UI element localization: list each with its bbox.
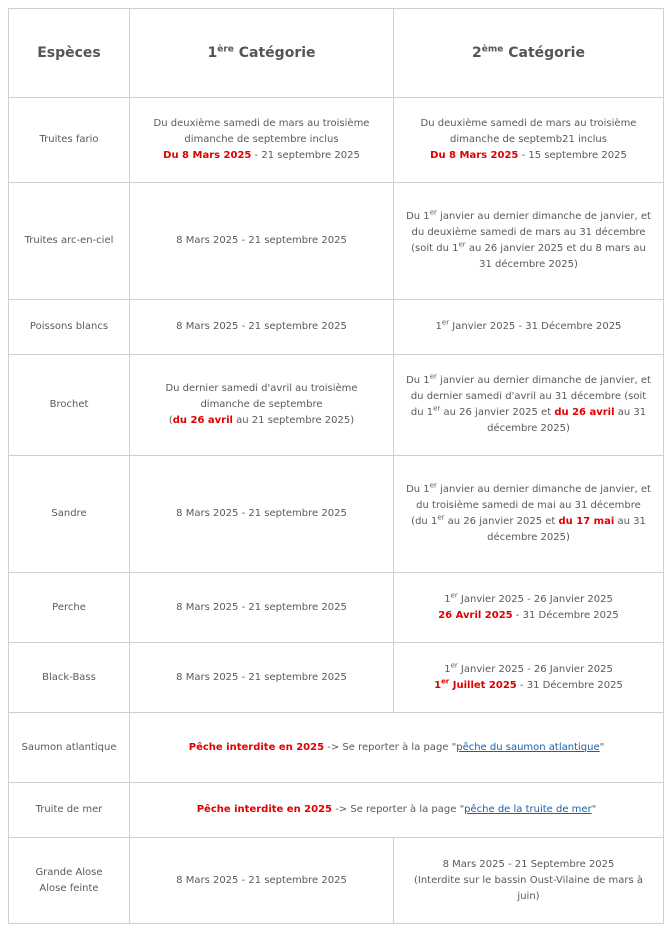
table-row	[9, 643, 664, 713]
period-text: (Interdite sur le bassin Oust-Vilaine de mars à juin)	[413, 874, 643, 902]
period-date-highlight-num: 1	[434, 679, 442, 691]
category-1-cell: 8 Mars 2025 - 21 septembre 2025	[130, 456, 394, 573]
period-text: 1	[444, 593, 451, 605]
category-2-cell	[394, 643, 664, 713]
table-row	[9, 456, 664, 573]
table-row	[9, 355, 664, 456]
period-text: Du deuxième samedi de mars au troisième dimanche de septembre inclus	[153, 118, 370, 145]
period-sup: er	[429, 372, 437, 381]
species-cell: Brochet	[9, 355, 130, 456]
ban-text: -> Se reporter à la page "	[324, 741, 457, 753]
table-row	[9, 300, 664, 355]
period-sup: er	[450, 661, 458, 670]
header-category-1-num: 1	[207, 45, 218, 61]
species-cell: Truites arc-en-ciel	[9, 183, 130, 300]
ban-text-end: "	[591, 804, 597, 815]
header-category-1	[130, 9, 394, 98]
category-1-cell	[130, 355, 394, 456]
period-text: au 26 janvier 2025 et	[444, 516, 559, 527]
header-species: Espèces	[9, 9, 130, 98]
species-cell: Sandre	[9, 456, 130, 573]
species-cell	[9, 838, 130, 924]
period-text: Du 1	[406, 211, 430, 222]
period-sup: er	[433, 404, 441, 413]
period-sup: er	[441, 318, 450, 327]
period-text: 8 Mars 2025 - 21 Septembre 2025	[442, 858, 615, 870]
merged-category-cell	[130, 783, 664, 838]
header-category-1-sup: ère	[217, 44, 234, 55]
ban-text: -> Se reporter à la page "	[332, 804, 465, 815]
header-category-2-sup: ème	[481, 44, 504, 55]
period-text: janvier au dernier dimanche de janvier, et du deuxième samedi de mars au 31 décembre	[411, 211, 651, 238]
period-text: Du 1	[406, 375, 430, 386]
species-cell: Truites fario	[9, 98, 130, 183]
period-text: au 21 septembre 2025)	[232, 415, 355, 426]
period-sup: er	[429, 208, 437, 217]
category-1-cell	[130, 98, 394, 183]
table-row	[9, 183, 664, 300]
species-cell: Perche	[9, 573, 130, 643]
period-sup: er	[437, 513, 445, 522]
period-text: Janvier 2025 - 26 Janvier 2025	[457, 593, 613, 605]
period-date-highlight: du 17 mai	[558, 516, 615, 527]
period-text: - 21 septembre 2025	[251, 150, 360, 161]
ban-notice: Pêche interdite en 2025	[196, 804, 333, 815]
period-text: janvier au dernier dimanche de janvier, et du troisième samedi de mai au 31 décembre	[416, 484, 651, 511]
period-text: (du 1	[411, 516, 438, 527]
species-cell: Poissons blancs	[9, 300, 130, 355]
category-2-cell	[394, 573, 664, 643]
table-row	[9, 783, 664, 838]
period-text: (	[168, 415, 173, 426]
period-date-highlight: Du 8 Mars 2025	[430, 150, 519, 161]
period-text: au 26 janvier 2025 et	[440, 407, 555, 418]
period-sup: er	[429, 481, 437, 490]
period-text: janvier au dernier dimanche de janvier, et du dernier samedi d'avril au 31 décembre (soit du 1	[410, 375, 651, 418]
period-text: Janvier 2025 - 31 Décembre 2025	[449, 321, 622, 332]
category-2-cell	[394, 183, 664, 300]
period-text: 1	[435, 321, 442, 332]
header-category-2-num: 2	[472, 45, 482, 61]
species-name: Grande Alose	[35, 866, 103, 878]
category-2-cell	[394, 98, 664, 183]
salmon-page-link[interactable]: pêche du saumon atlantique	[456, 741, 600, 753]
table-row	[9, 713, 664, 783]
period-text: Du 1	[406, 484, 430, 495]
period-date-highlight-text: Juillet 2025	[449, 679, 517, 691]
period-text: Du deuxième samedi de mars au troisième dimanche de septemb21 inclus	[420, 118, 637, 145]
table-header-row	[9, 9, 664, 98]
species-name: Alose feinte	[39, 882, 99, 894]
period-text: au 31 décembre 2025)	[487, 407, 647, 434]
table-row	[9, 98, 664, 183]
category-2-cell	[394, 838, 664, 924]
period-text: 1	[444, 663, 451, 675]
ban-notice: Pêche interdite en 2025	[188, 741, 325, 753]
header-category-1-text: Catégorie	[233, 45, 316, 61]
fishing-periods-table	[8, 8, 664, 924]
period-date-highlight: Du 8 Mars 2025	[163, 150, 252, 161]
period-text: - 15 septembre 2025	[518, 150, 627, 161]
header-category-2	[394, 9, 664, 98]
category-1-cell: 8 Mars 2025 - 21 septembre 2025	[130, 838, 394, 924]
period-text: - 31 Décembre 2025	[512, 609, 619, 621]
table-row	[9, 573, 664, 643]
category-1-cell: 8 Mars 2025 - 21 septembre 2025	[130, 573, 394, 643]
period-text: (soit du 1	[411, 243, 459, 254]
header-category-2-text: Catégorie	[503, 45, 585, 61]
period-text: Du dernier samedi d'avril au troisième dimanche de septembre	[165, 383, 358, 410]
period-sup: er	[458, 240, 466, 249]
period-text: au 31 décembre 2025)	[487, 516, 646, 543]
category-2-cell	[394, 355, 664, 456]
period-sup: er	[441, 677, 450, 686]
category-1-cell: 8 Mars 2025 - 21 septembre 2025	[130, 183, 394, 300]
species-cell: Black-Bass	[9, 643, 130, 713]
table-row	[9, 838, 664, 924]
period-date-highlight: du 26 avril	[172, 415, 233, 426]
category-1-cell: 8 Mars 2025 - 21 septembre 2025	[130, 643, 394, 713]
species-cell: Saumon atlantique	[9, 713, 130, 783]
period-text: Janvier 2025 - 26 Janvier 2025	[457, 663, 613, 675]
period-text: - 31 Décembre 2025	[516, 679, 623, 691]
period-text: au 26 janvier 2025 et du 8 mars au 31 décembre 2025)	[465, 243, 646, 270]
period-date-highlight	[434, 677, 517, 691]
species-cell: Truite de mer	[9, 783, 130, 838]
category-2-cell	[394, 300, 664, 355]
ban-text-end: "	[599, 741, 605, 753]
sea-trout-page-link[interactable]: pêche de la truite de mer	[464, 804, 592, 815]
category-1-cell: 8 Mars 2025 - 21 septembre 2025	[130, 300, 394, 355]
period-sup: er	[450, 591, 458, 600]
category-2-cell	[394, 456, 664, 573]
merged-category-cell	[130, 713, 664, 783]
period-date-highlight: 26 Avril 2025	[438, 609, 513, 621]
period-date-highlight: du 26 avril	[554, 407, 615, 418]
